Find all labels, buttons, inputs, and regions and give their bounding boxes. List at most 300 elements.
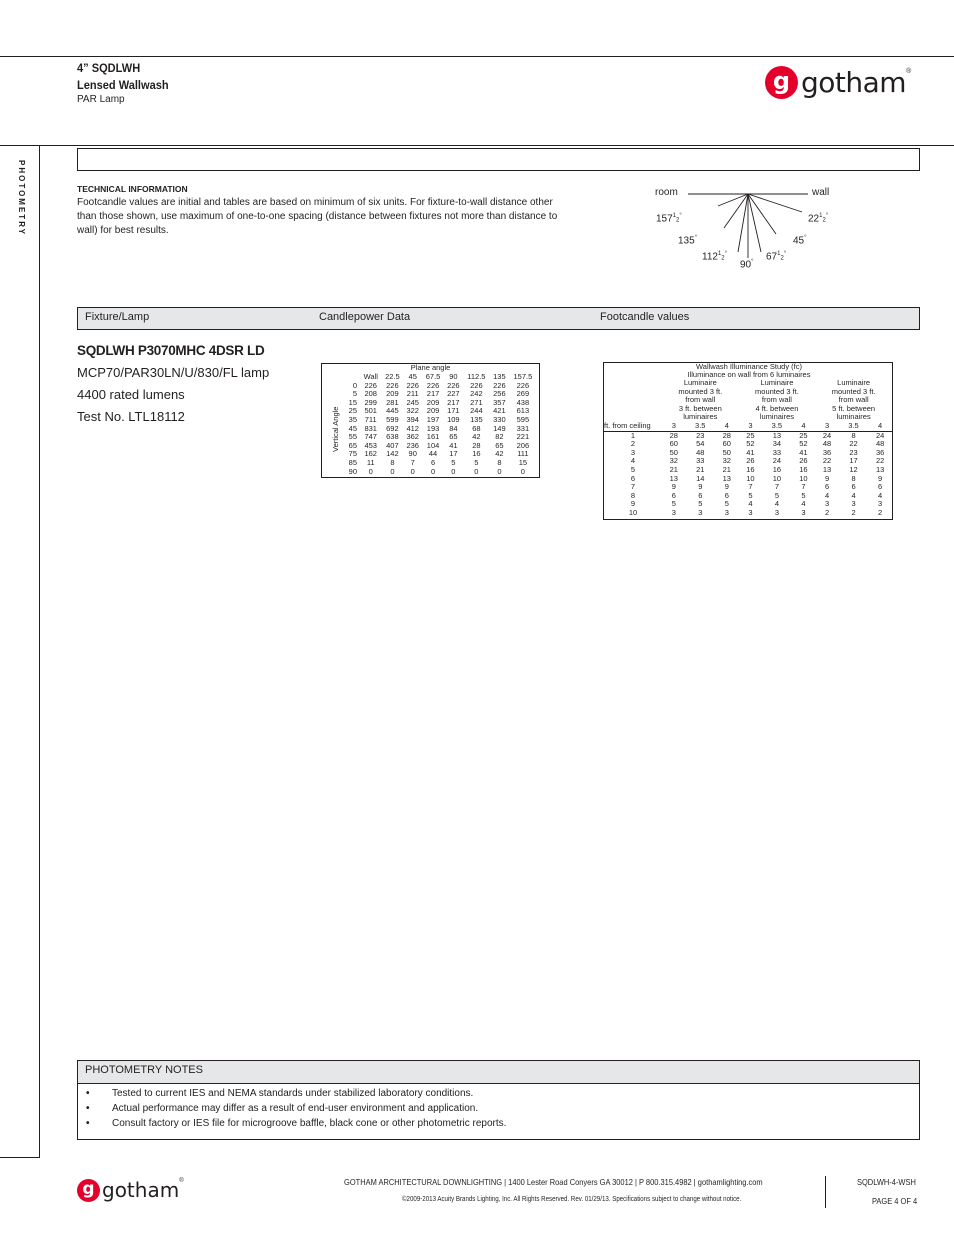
ww-ft-cell: 4	[630, 456, 636, 466]
ww-value-cell: 2	[824, 507, 830, 517]
ww-value-cell: 48	[875, 439, 885, 449]
logo-registered: ®	[906, 68, 912, 75]
title-line-2: Lensed Wallwash	[77, 78, 169, 92]
cp-value-cell: 245	[406, 397, 419, 407]
product-lamp: MCP70/PAR30LN/U/830/FL lamp	[77, 365, 270, 380]
cp-value-cell: 5	[474, 457, 479, 467]
cp-value-cell: 412	[406, 423, 419, 433]
cp-value-cell: 197	[426, 414, 440, 424]
cp-value-cell: 831	[364, 423, 377, 433]
deg-sign: °	[751, 259, 754, 265]
half-den: 2	[780, 255, 784, 262]
ww-group-header-cell: Luminaire	[760, 378, 794, 387]
ww-value-cell: 34	[772, 439, 782, 449]
cp-value-cell: 226	[406, 380, 419, 390]
product-lumens: 4400 rated lumens	[77, 387, 185, 402]
top-rule	[0, 56, 954, 57]
ww-value-cell: 5	[671, 499, 676, 509]
cp-value-cell: 7	[410, 457, 415, 467]
cp-angle-cell: 45	[348, 423, 357, 433]
ww-value-cell: 21	[669, 464, 678, 474]
cp-value-cell: 149	[493, 423, 506, 433]
ww-value-cell: 22	[822, 456, 832, 466]
cp-value-cell: 0	[430, 466, 436, 476]
ww-value-cell: 50	[722, 447, 731, 457]
half-den: 2	[822, 217, 826, 224]
cp-value-cell: 0	[451, 466, 456, 476]
cp-value-cell: 747	[364, 432, 377, 442]
cp-value-cell: 142	[386, 449, 399, 459]
cp-corner-cell	[342, 373, 360, 382]
cp-value-cell: 501	[364, 406, 377, 416]
note-item	[86, 1118, 506, 1129]
cp-value-cell: 17	[449, 449, 458, 459]
cp-value-cell: 226	[386, 380, 399, 390]
ww-sub-header-cell: 3	[739, 422, 763, 431]
cp-value-cell: 209	[386, 389, 399, 399]
ww-value-cell: 6	[671, 490, 676, 500]
cp-angle-cell: 5	[352, 389, 357, 399]
ww-value-cell: 36	[875, 447, 885, 457]
wallwash-title-1: Wallwash Illuminance Study (fc)	[695, 362, 802, 371]
ww-group-header-cell: luminaires	[836, 412, 871, 422]
ww-value-cell: 7	[774, 482, 779, 492]
ww-value-cell: 13	[722, 473, 731, 483]
ww-group-header-cell: luminaires	[683, 412, 718, 422]
cp-value-cell: 8	[390, 457, 395, 467]
angle-90-label	[740, 259, 754, 270]
cp-value-cell: 206	[516, 440, 530, 450]
half-num: 1	[717, 251, 722, 257]
cp-value-cell: 162	[364, 449, 377, 459]
ww-ft-cell: 9	[630, 499, 636, 509]
section-title-box	[77, 148, 920, 171]
ww-value-cell: 32	[722, 456, 731, 466]
deg-sign: °	[679, 213, 682, 219]
cp-angle-cell: 35	[348, 414, 357, 424]
angle-22-value: 22	[808, 213, 820, 225]
ww-value-cell: 16	[772, 464, 782, 474]
technical-body: Footcandle values are initial and tables are based on minimum of six units. For fixture-to-wall distance other than those shown, use maximum of one-to-one spacing (distance between fixtures not more than distance to wall) for best results.	[77, 197, 558, 236]
ww-value-cell: 13	[772, 430, 782, 440]
cp-value-cell: 711	[364, 414, 377, 424]
ww-value-cell: 52	[799, 439, 808, 449]
diagram-rays	[718, 194, 805, 258]
ww-value-cell: 28	[669, 430, 678, 440]
ww-value-cell: 32	[669, 456, 678, 466]
technical-heading: TECHNICAL INFORMATION	[77, 184, 188, 194]
cp-value-cell: 65	[449, 432, 458, 442]
cp-value-cell: 322	[406, 406, 419, 416]
ww-value-cell: 24	[822, 430, 832, 440]
gotham-logo	[765, 66, 911, 99]
cp-value-cell: 16	[472, 449, 481, 459]
cp-value-cell: 0	[390, 466, 395, 476]
note-text: Consult factory or IES file for microgroove baffle, black cone or other photometric reports.	[112, 1118, 507, 1129]
sidebar-rule	[39, 145, 40, 1157]
ww-value-cell: 10	[772, 473, 782, 483]
col-candle: Candlepower Data	[319, 311, 411, 323]
cp-value-cell: 211	[406, 389, 419, 399]
cp-value-cell: 0	[474, 466, 479, 476]
cp-header-cell: 45	[408, 372, 417, 381]
ww-row	[604, 509, 892, 518]
ww-value-cell: 10	[799, 473, 808, 483]
ww-value-cell: 60	[669, 439, 678, 449]
cp-value-cell: 226	[447, 380, 460, 390]
cp-angle-cell: 55	[348, 432, 357, 442]
cp-angle-cell: 15	[348, 397, 357, 407]
angle-135-label	[678, 235, 697, 246]
cp-value-cell: 0	[368, 466, 373, 476]
half-num: 1	[777, 251, 781, 257]
ww-group-header-cell: mounted 3 ft.	[831, 386, 876, 396]
candlepower-grid	[342, 373, 537, 476]
cp-value-cell: 5	[451, 457, 456, 467]
cp-value-cell: 109	[447, 414, 460, 424]
ww-ft-cell: 2	[630, 439, 636, 449]
angle-157-value: 157	[656, 213, 673, 225]
cp-value-cell: 42	[472, 432, 481, 442]
candlepower-table	[321, 363, 540, 478]
cp-value-cell: 15	[518, 457, 528, 467]
ww-value-cell: 21	[722, 464, 731, 474]
cp-value-cell: 407	[386, 440, 399, 450]
cp-header-cell: Wall	[363, 372, 378, 381]
footer-rule	[0, 1157, 40, 1158]
logo-wordmark: gotham	[801, 66, 907, 99]
ww-value-cell: 41	[799, 447, 808, 457]
ww-group-header-cell: luminaires	[759, 412, 795, 422]
footer-logo-g-icon: g	[77, 1179, 100, 1202]
ww-value-cell: 3	[878, 499, 883, 509]
ww-value-cell: 4	[748, 499, 753, 509]
ww-value-cell: 22	[849, 439, 858, 449]
ww-group-header-cell: mounted 3 ft.	[755, 386, 799, 396]
cp-angle-cell: 65	[348, 440, 357, 450]
ww-value-cell: 26	[746, 456, 755, 466]
cp-value-cell: 209	[426, 397, 440, 407]
cp-angle-cell: 85	[348, 457, 357, 467]
ww-value-cell: 3	[748, 507, 753, 517]
angle-157-label	[656, 213, 682, 224]
ww-value-cell: 9	[698, 482, 703, 492]
sidebar-label: PHOTOMETRY	[17, 160, 26, 237]
cp-value-cell: 281	[386, 397, 399, 407]
ww-value-cell: 16	[746, 464, 755, 474]
cp-value-cell: 217	[426, 389, 440, 399]
ww-value-cell: 3	[671, 507, 676, 517]
ww-group-header-cell: Luminaire	[683, 378, 717, 387]
ww-value-cell: 33	[772, 447, 782, 457]
ww-value-cell: 13	[822, 464, 832, 474]
note-text: Actual performance may differ as a result of end-user environment and application.	[112, 1103, 479, 1114]
cp-value-cell: 193	[426, 423, 440, 433]
cp-value-cell: 68	[472, 423, 481, 433]
cp-angle-cell: 75	[348, 449, 357, 459]
cp-value-cell: 692	[386, 423, 399, 433]
ww-value-cell: 13	[875, 464, 885, 474]
ww-value-cell: 54	[696, 439, 705, 449]
ww-value-cell: 50	[669, 447, 678, 457]
ww-value-cell: 8	[851, 473, 856, 483]
ww-value-cell: 9	[824, 473, 830, 483]
notes-heading: PHOTOMETRY NOTES	[85, 1064, 203, 1076]
footer-logo-registered: ®	[179, 1178, 184, 1184]
angle-22-label	[808, 213, 828, 224]
ww-value-cell: 13	[669, 473, 678, 483]
cp-value-cell: 111	[517, 449, 529, 459]
note-item	[86, 1103, 478, 1114]
ww-value-cell: 6	[878, 482, 883, 492]
cp-value-cell: 11	[366, 457, 375, 467]
footer-logo-wordmark: gotham	[102, 1178, 180, 1202]
cp-value-cell: 269	[516, 389, 530, 399]
deg-sign: °	[804, 235, 807, 241]
ww-value-cell: 25	[799, 430, 808, 440]
ww-value-cell: 23	[696, 430, 705, 440]
cp-value-cell: 236	[406, 440, 419, 450]
cp-angle-cell: 25	[348, 406, 357, 416]
ww-value-cell: 3	[851, 499, 856, 509]
cp-value-cell: 613	[516, 406, 530, 416]
ww-value-cell: 6	[698, 490, 703, 500]
cp-value-cell: 227	[447, 389, 460, 399]
ray-22	[748, 194, 802, 212]
ww-group-header-cell: 5 ft. between	[832, 403, 876, 413]
cp-header-cell: 90	[449, 372, 458, 381]
cp-value-cell: 226	[470, 380, 483, 390]
ww-value-cell: 23	[849, 447, 858, 457]
cp-value-cell: 221	[516, 432, 530, 442]
ww-value-cell: 9	[671, 482, 676, 492]
cp-value-cell: 599	[386, 414, 399, 424]
cp-value-cell: 330	[493, 414, 506, 424]
ww-value-cell: 33	[696, 456, 705, 466]
ww-sub-header-cell: 3.5	[839, 422, 868, 431]
ww-blank-cell	[604, 379, 662, 388]
ww-value-cell: 60	[722, 439, 731, 449]
angle-90-value: 90	[740, 259, 752, 271]
ww-value-cell: 3	[724, 507, 729, 517]
ww-value-cell: 48	[822, 439, 832, 449]
cp-value-cell: 171	[447, 406, 460, 416]
cp-value-cell: 65	[495, 440, 504, 450]
ww-value-cell: 7	[748, 482, 753, 492]
ww-value-cell: 2	[851, 507, 856, 517]
cp-value-cell: 104	[426, 440, 440, 450]
half-num: 1	[672, 213, 677, 219]
product-title	[77, 60, 169, 94]
cp-value-cell: 217	[447, 397, 460, 407]
ww-value-cell: 8	[851, 430, 856, 440]
notes-list	[77, 1084, 920, 1140]
ww-value-cell: 3	[698, 507, 703, 517]
bullet: •	[86, 1103, 90, 1114]
cp-value-cell: 0	[410, 466, 415, 476]
ww-group-header-cell: mounted 3 ft.	[678, 386, 723, 396]
columns-bar	[77, 307, 920, 330]
ww-blank-cell	[604, 388, 662, 397]
ray-112	[738, 194, 748, 252]
ww-value-cell: 9	[878, 473, 883, 483]
diagram-room-label: room	[655, 187, 678, 198]
ww-value-cell: 7	[801, 482, 806, 492]
ww-group-header-cell: 4 ft. between	[755, 403, 799, 413]
cp-value-cell: 638	[386, 432, 399, 442]
ww-ft-cell: 5	[630, 464, 636, 474]
cp-angle-cell: 0	[352, 380, 357, 390]
ww-value-cell: 16	[799, 464, 808, 474]
col-fixture: Fixture/Lamp	[85, 311, 150, 323]
ww-value-cell: 5	[748, 490, 753, 500]
vertical-angle-label: Vertical Angle	[331, 406, 340, 452]
ww-value-cell: 48	[696, 447, 705, 457]
footer-page: PAGE 4 OF 4	[872, 1196, 918, 1206]
ww-ft-cell: 3	[630, 447, 636, 457]
ww-value-cell: 4	[878, 490, 883, 500]
ww-group-header-cell: from wall	[685, 395, 716, 405]
angle-67-label	[766, 251, 786, 262]
product-test: Test No. LTL18112	[77, 409, 185, 424]
deg-sign: °	[694, 235, 698, 241]
product-subtitle: PAR Lamp	[77, 94, 125, 105]
ww-group-header-cell: from wall	[838, 395, 869, 405]
ww-sub-header-row	[604, 422, 892, 431]
ww-sub-header-cell: 4	[792, 422, 816, 431]
cp-value-cell: 357	[493, 397, 506, 407]
ww-blank-cell	[604, 396, 662, 405]
ww-value-cell: 21	[696, 464, 705, 474]
ww-value-cell: 24	[772, 456, 782, 466]
footer-address: GOTHAM ARCHITECTURAL DOWNLIGHTING | 1400 Lester Road Conyers GA 30012 | P 800.315.4982 | gothamlighting.com	[344, 1177, 763, 1187]
cp-value-cell: 226	[516, 380, 530, 390]
footer-logo	[77, 1178, 184, 1202]
ww-ft-cell: 6	[630, 473, 636, 483]
wallwash-title-2: Illuminance on wall from 6 luminaires	[687, 370, 811, 379]
cp-header-cell: 22.5	[385, 372, 400, 381]
footer-copyright: ©2009-2013 Acuity Brands Lighting, Inc. All Rights Reserved. Rev. 01/29/13. Specifications subject to change without notice.	[402, 1196, 742, 1203]
ww-sub-header-cell: 4	[868, 422, 892, 431]
ww-value-cell: 14	[696, 473, 705, 483]
cp-value-cell: 28	[472, 440, 481, 450]
col-foot: Footcandle values	[600, 311, 690, 323]
notes-bar	[77, 1060, 920, 1084]
ww-value-cell: 4	[774, 499, 779, 509]
ww-ft-cell: 7	[630, 482, 636, 492]
deg-sign: °	[783, 251, 787, 257]
ww-value-cell: 4	[801, 499, 806, 509]
cp-value-cell: 0	[520, 466, 525, 476]
ww-value-cell: 52	[746, 439, 755, 449]
cp-value-cell: 226	[426, 380, 440, 390]
half-den: 2	[721, 255, 725, 262]
ww-sub-header-cell: 3.5	[686, 422, 715, 431]
ww-value-cell: 6	[824, 482, 830, 492]
plane-angle-label: Plane angle	[410, 363, 451, 372]
ww-sub-header-cell: 3.5	[762, 422, 791, 431]
cp-value-cell: 6	[430, 457, 436, 467]
ww-value-cell: 4	[851, 490, 856, 500]
angle-112-label	[702, 251, 727, 262]
ww-value-cell: 3	[801, 507, 806, 517]
cp-value-cell: 256	[493, 389, 506, 399]
ww-sub-header-cell: 3	[662, 422, 686, 431]
ww-value-cell: 6	[851, 482, 856, 492]
cp-value-cell: 226	[364, 380, 377, 390]
cp-value-cell: 135	[470, 414, 483, 424]
cp-value-cell: 90	[408, 449, 417, 459]
ww-value-cell: 6	[724, 490, 729, 500]
angle-45-label	[793, 235, 807, 246]
diagram-wall-label: wall	[812, 187, 830, 198]
ww-group-header-cell: from wall	[761, 395, 792, 405]
half-num: 1	[819, 213, 823, 219]
cp-value-cell: 242	[470, 389, 483, 399]
cp-value-cell: 421	[493, 406, 506, 416]
ww-sub-header-cell: 4	[715, 422, 739, 431]
cp-value-cell: 42	[495, 449, 504, 459]
cp-header-cell: 157.5	[513, 372, 533, 381]
ww-ft-cell: 1	[630, 430, 636, 440]
cp-angle-cell: 90	[348, 466, 357, 476]
cp-value-cell: 331	[516, 423, 530, 433]
cp-header-cell: 135	[493, 372, 506, 381]
logo-g-icon: g	[765, 66, 798, 99]
angle-45-value: 45	[793, 235, 805, 247]
cp-value-cell: 209	[426, 406, 440, 416]
ww-blank-cell	[604, 405, 662, 414]
cp-value-cell: 8	[497, 457, 502, 467]
half-den: 2	[676, 217, 680, 224]
ww-value-cell: 2	[878, 507, 883, 517]
cp-value-cell: 82	[495, 432, 504, 442]
ww-value-cell: 28	[722, 430, 731, 440]
ww-group-header-cell: 3 ft. between	[678, 403, 722, 413]
ww-value-cell: 24	[875, 430, 885, 440]
header-rule	[0, 145, 954, 146]
deg-sign: °	[825, 213, 829, 219]
ww-row-header: ft. from ceiling	[604, 422, 662, 431]
ww-value-cell: 22	[875, 456, 885, 466]
title-line-1: 4” SQDLWH	[77, 61, 141, 75]
cp-value-cell: 44	[428, 449, 438, 459]
product-name: SQDLWH P3070MHC 4DSR LD	[77, 343, 265, 358]
cp-value-cell: 226	[493, 380, 506, 390]
angle-135-value: 135	[678, 235, 695, 247]
ww-value-cell: 25	[746, 430, 755, 440]
cp-value-cell: 0	[497, 466, 502, 476]
angle-112-value: 112	[702, 251, 718, 263]
bullet: •	[86, 1118, 90, 1129]
wallwash-grid	[604, 379, 892, 518]
cp-value-cell: 41	[449, 440, 458, 450]
ww-value-cell: 26	[799, 456, 808, 466]
cp-header-cell: 112.5	[467, 372, 486, 381]
ww-value-cell: 17	[849, 456, 858, 466]
cp-value-cell: 595	[516, 414, 530, 424]
ww-value-cell: 5	[698, 499, 703, 509]
ww-ft-cell: 8	[630, 490, 636, 500]
cp-value-cell: 362	[406, 432, 419, 442]
footer-doc-id: SQDLWH-4-WSH	[857, 1177, 916, 1187]
footer-divider	[825, 1176, 826, 1208]
ww-value-cell: 4	[824, 490, 830, 500]
note-text: Tested to current IES and NEMA standards under stabilized laboratory conditions.	[112, 1088, 474, 1099]
wallwash-table	[603, 362, 893, 520]
ww-value-cell: 3	[774, 507, 779, 517]
angle-67-value: 67	[766, 251, 778, 263]
